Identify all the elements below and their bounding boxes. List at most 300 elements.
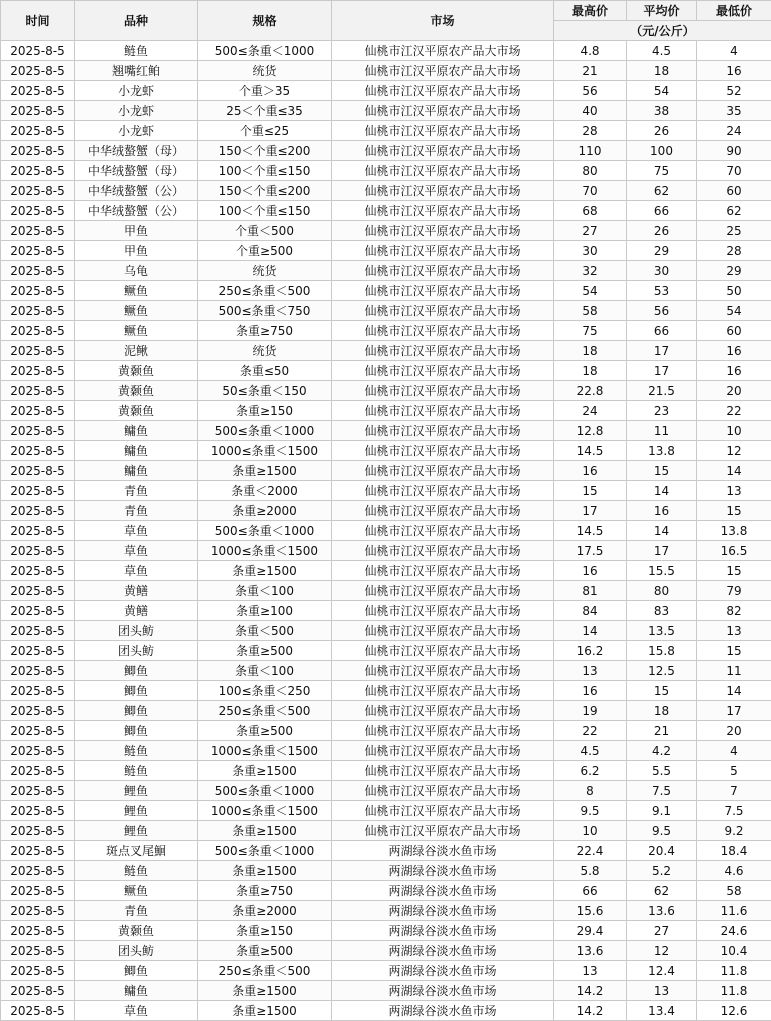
cell-min-price: 4.6 xyxy=(697,861,771,881)
cell-min-price: 16 xyxy=(697,341,771,361)
table-row xyxy=(1,361,771,381)
cell-market: 仙桃市江汉平原农产品大市场 xyxy=(332,781,554,801)
cell-avg-price: 21.5 xyxy=(627,381,697,401)
cell-max-price: 110 xyxy=(554,141,627,161)
table-row xyxy=(1,261,771,281)
cell-spec: 条重≥750 xyxy=(198,321,332,341)
cell-avg-price: 17 xyxy=(627,341,697,361)
cell-spec: 100＜个重≤150 xyxy=(198,201,332,221)
cell-market: 仙桃市江汉平原农产品大市场 xyxy=(332,441,554,461)
cell-min-price: 13 xyxy=(697,621,771,641)
cell-name: 鲤鱼 xyxy=(75,821,198,841)
table-row xyxy=(1,961,771,981)
cell-max-price: 14 xyxy=(554,621,627,641)
cell-min-price: 20 xyxy=(697,381,771,401)
cell-max-price: 12.8 xyxy=(554,421,627,441)
cell-date: 2025-8-5 xyxy=(1,661,75,681)
table-row xyxy=(1,61,771,81)
table-row xyxy=(1,41,771,61)
cell-avg-price: 80 xyxy=(627,581,697,601)
cell-name: 团头鲂 xyxy=(75,941,198,961)
cell-avg-price: 17 xyxy=(627,361,697,381)
cell-spec: 条重＜500 xyxy=(198,621,332,641)
table-row xyxy=(1,241,771,261)
cell-min-price: 70 xyxy=(697,161,771,181)
cell-avg-price: 14 xyxy=(627,521,697,541)
cell-min-price: 25 xyxy=(697,221,771,241)
cell-spec: 条重≥100 xyxy=(198,601,332,621)
cell-date: 2025-8-5 xyxy=(1,841,75,861)
table-row xyxy=(1,721,771,741)
cell-spec: 150＜个重≤200 xyxy=(198,181,332,201)
cell-market: 仙桃市江汉平原农产品大市场 xyxy=(332,581,554,601)
cell-min-price: 28 xyxy=(697,241,771,261)
cell-date: 2025-8-5 xyxy=(1,41,75,61)
header-avg-price: 平均价 xyxy=(627,1,697,21)
cell-name: 甲鱼 xyxy=(75,221,198,241)
cell-avg-price: 20.4 xyxy=(627,841,697,861)
cell-max-price: 15.6 xyxy=(554,901,627,921)
cell-market: 两湖绿谷淡水鱼市场 xyxy=(332,901,554,921)
table-row xyxy=(1,401,771,421)
cell-market: 仙桃市江汉平原农产品大市场 xyxy=(332,461,554,481)
cell-market: 仙桃市江汉平原农产品大市场 xyxy=(332,281,554,301)
table-row xyxy=(1,561,771,581)
cell-min-price: 7.5 xyxy=(697,801,771,821)
cell-max-price: 9.5 xyxy=(554,801,627,821)
cell-date: 2025-8-5 xyxy=(1,761,75,781)
cell-max-price: 14.2 xyxy=(554,1001,627,1021)
cell-market: 仙桃市江汉平原农产品大市场 xyxy=(332,561,554,581)
cell-min-price: 5 xyxy=(697,761,771,781)
cell-max-price: 15 xyxy=(554,481,627,501)
cell-max-price: 70 xyxy=(554,181,627,201)
cell-name: 黄鳝 xyxy=(75,581,198,601)
cell-spec: 条重≥500 xyxy=(198,641,332,661)
cell-date: 2025-8-5 xyxy=(1,881,75,901)
cell-min-price: 4 xyxy=(697,41,771,61)
table-row xyxy=(1,461,771,481)
cell-market: 仙桃市江汉平原农产品大市场 xyxy=(332,361,554,381)
cell-max-price: 22.4 xyxy=(554,841,627,861)
cell-max-price: 22.8 xyxy=(554,381,627,401)
cell-market: 仙桃市江汉平原农产品大市场 xyxy=(332,681,554,701)
cell-date: 2025-8-5 xyxy=(1,201,75,221)
cell-avg-price: 5.5 xyxy=(627,761,697,781)
cell-avg-price: 66 xyxy=(627,201,697,221)
cell-spec: 条重≥750 xyxy=(198,881,332,901)
cell-avg-price: 27 xyxy=(627,921,697,941)
cell-avg-price: 9.5 xyxy=(627,821,697,841)
cell-name: 翘嘴红鲌 xyxy=(75,61,198,81)
cell-max-price: 24 xyxy=(554,401,627,421)
cell-market: 仙桃市江汉平原农产品大市场 xyxy=(332,541,554,561)
table-row xyxy=(1,581,771,601)
cell-max-price: 21 xyxy=(554,61,627,81)
cell-spec: 统货 xyxy=(198,261,332,281)
cell-max-price: 5.8 xyxy=(554,861,627,881)
table-row xyxy=(1,981,771,1001)
cell-spec: 条重≥1500 xyxy=(198,561,332,581)
cell-market: 两湖绿谷淡水鱼市场 xyxy=(332,1001,554,1021)
cell-name: 鳙鱼 xyxy=(75,441,198,461)
cell-min-price: 22 xyxy=(697,401,771,421)
table-row xyxy=(1,321,771,341)
cell-avg-price: 13.4 xyxy=(627,1001,697,1021)
cell-date: 2025-8-5 xyxy=(1,381,75,401)
cell-name: 鲢鱼 xyxy=(75,41,198,61)
cell-max-price: 13 xyxy=(554,661,627,681)
cell-name: 甲鱼 xyxy=(75,241,198,261)
cell-date: 2025-8-5 xyxy=(1,741,75,761)
cell-max-price: 66 xyxy=(554,881,627,901)
cell-min-price: 54 xyxy=(697,301,771,321)
cell-market: 仙桃市江汉平原农产品大市场 xyxy=(332,101,554,121)
cell-name: 鲢鱼 xyxy=(75,761,198,781)
cell-spec: 个重＜500 xyxy=(198,221,332,241)
cell-date: 2025-8-5 xyxy=(1,181,75,201)
cell-spec: 250≤条重＜500 xyxy=(198,961,332,981)
cell-spec: 500≤条重＜1000 xyxy=(198,421,332,441)
cell-max-price: 6.2 xyxy=(554,761,627,781)
cell-date: 2025-8-5 xyxy=(1,581,75,601)
cell-date: 2025-8-5 xyxy=(1,481,75,501)
table-row xyxy=(1,541,771,561)
cell-min-price: 11.8 xyxy=(697,961,771,981)
cell-name: 泥鳅 xyxy=(75,341,198,361)
table-row xyxy=(1,141,771,161)
cell-date: 2025-8-5 xyxy=(1,781,75,801)
header-name: 品种 xyxy=(75,1,198,41)
cell-min-price: 10 xyxy=(697,421,771,441)
cell-spec: 统货 xyxy=(198,341,332,361)
cell-spec: 条重≥150 xyxy=(198,401,332,421)
cell-date: 2025-8-5 xyxy=(1,361,75,381)
cell-min-price: 11.6 xyxy=(697,901,771,921)
cell-market: 仙桃市江汉平原农产品大市场 xyxy=(332,261,554,281)
cell-avg-price: 15 xyxy=(627,681,697,701)
cell-max-price: 14.5 xyxy=(554,441,627,461)
cell-date: 2025-8-5 xyxy=(1,801,75,821)
table-row xyxy=(1,121,771,141)
cell-name: 黄颡鱼 xyxy=(75,401,198,421)
cell-avg-price: 56 xyxy=(627,301,697,321)
cell-min-price: 15 xyxy=(697,641,771,661)
cell-market: 仙桃市江汉平原农产品大市场 xyxy=(332,701,554,721)
cell-market: 仙桃市江汉平原农产品大市场 xyxy=(332,161,554,181)
cell-name: 鳜鱼 xyxy=(75,881,198,901)
cell-min-price: 82 xyxy=(697,601,771,621)
cell-market: 仙桃市江汉平原农产品大市场 xyxy=(332,61,554,81)
table-row xyxy=(1,861,771,881)
cell-min-price: 16 xyxy=(697,61,771,81)
cell-name: 青鱼 xyxy=(75,481,198,501)
cell-avg-price: 53 xyxy=(627,281,697,301)
cell-max-price: 68 xyxy=(554,201,627,221)
cell-min-price: 20 xyxy=(697,721,771,741)
cell-spec: 500≤条重＜1000 xyxy=(198,41,332,61)
table-row xyxy=(1,681,771,701)
cell-avg-price: 12.4 xyxy=(627,961,697,981)
cell-name: 中华绒螯蟹（母） xyxy=(75,141,198,161)
cell-max-price: 14.5 xyxy=(554,521,627,541)
cell-max-price: 10 xyxy=(554,821,627,841)
cell-max-price: 81 xyxy=(554,581,627,601)
cell-max-price: 75 xyxy=(554,321,627,341)
cell-name: 鲫鱼 xyxy=(75,701,198,721)
cell-name: 鲫鱼 xyxy=(75,661,198,681)
cell-max-price: 22 xyxy=(554,721,627,741)
cell-market: 仙桃市江汉平原农产品大市场 xyxy=(332,41,554,61)
cell-date: 2025-8-5 xyxy=(1,441,75,461)
cell-date: 2025-8-5 xyxy=(1,941,75,961)
table-row xyxy=(1,81,771,101)
cell-avg-price: 15.5 xyxy=(627,561,697,581)
cell-name: 鳜鱼 xyxy=(75,321,198,341)
cell-max-price: 54 xyxy=(554,281,627,301)
cell-market: 仙桃市江汉平原农产品大市场 xyxy=(332,321,554,341)
table-body xyxy=(1,41,771,1021)
cell-market: 仙桃市江汉平原农产品大市场 xyxy=(332,661,554,681)
cell-min-price: 13.8 xyxy=(697,521,771,541)
cell-avg-price: 17 xyxy=(627,541,697,561)
cell-avg-price: 54 xyxy=(627,81,697,101)
cell-max-price: 32 xyxy=(554,261,627,281)
table-row xyxy=(1,521,771,541)
cell-min-price: 11.8 xyxy=(697,981,771,1001)
cell-avg-price: 15 xyxy=(627,461,697,481)
table-row xyxy=(1,181,771,201)
header-max-price: 最高价 xyxy=(554,1,627,21)
cell-spec: 500≤条重＜1000 xyxy=(198,781,332,801)
cell-name: 黄颡鱼 xyxy=(75,361,198,381)
cell-spec: 条重≥1500 xyxy=(198,861,332,881)
cell-spec: 25＜个重≤35 xyxy=(198,101,332,121)
cell-name: 鲫鱼 xyxy=(75,961,198,981)
cell-spec: 1000≤条重＜1500 xyxy=(198,801,332,821)
cell-spec: 100≤条重＜250 xyxy=(198,681,332,701)
cell-date: 2025-8-5 xyxy=(1,521,75,541)
table-row xyxy=(1,801,771,821)
table-row xyxy=(1,621,771,641)
cell-market: 仙桃市江汉平原农产品大市场 xyxy=(332,821,554,841)
table-row xyxy=(1,341,771,361)
cell-spec: 50≤条重＜150 xyxy=(198,381,332,401)
cell-name: 鲤鱼 xyxy=(75,801,198,821)
cell-date: 2025-8-5 xyxy=(1,701,75,721)
cell-spec: 条重≥500 xyxy=(198,941,332,961)
cell-min-price: 12.6 xyxy=(697,1001,771,1021)
cell-date: 2025-8-5 xyxy=(1,541,75,561)
cell-max-price: 19 xyxy=(554,701,627,721)
cell-date: 2025-8-5 xyxy=(1,861,75,881)
cell-spec: 条重＜2000 xyxy=(198,481,332,501)
cell-date: 2025-8-5 xyxy=(1,721,75,741)
cell-max-price: 17 xyxy=(554,501,627,521)
cell-name: 黄颡鱼 xyxy=(75,381,198,401)
cell-min-price: 60 xyxy=(697,321,771,341)
cell-spec: 1000≤条重＜1500 xyxy=(198,741,332,761)
table-row xyxy=(1,841,771,861)
cell-name: 中华绒螯蟹（母） xyxy=(75,161,198,181)
cell-max-price: 14.2 xyxy=(554,981,627,1001)
cell-min-price: 16 xyxy=(697,361,771,381)
cell-min-price: 35 xyxy=(697,101,771,121)
cell-max-price: 8 xyxy=(554,781,627,801)
cell-date: 2025-8-5 xyxy=(1,601,75,621)
cell-spec: 条重＜100 xyxy=(198,661,332,681)
cell-spec: 条重≥1500 xyxy=(198,821,332,841)
cell-date: 2025-8-5 xyxy=(1,621,75,641)
cell-min-price: 14 xyxy=(697,461,771,481)
cell-max-price: 56 xyxy=(554,81,627,101)
table-row xyxy=(1,941,771,961)
cell-avg-price: 75 xyxy=(627,161,697,181)
table-row xyxy=(1,161,771,181)
cell-date: 2025-8-5 xyxy=(1,321,75,341)
cell-date: 2025-8-5 xyxy=(1,81,75,101)
cell-spec: 500≤条重＜1000 xyxy=(198,841,332,861)
cell-avg-price: 4.5 xyxy=(627,41,697,61)
table-row xyxy=(1,101,771,121)
cell-date: 2025-8-5 xyxy=(1,241,75,261)
cell-market: 仙桃市江汉平原农产品大市场 xyxy=(332,621,554,641)
cell-max-price: 58 xyxy=(554,301,627,321)
table-header xyxy=(1,1,771,41)
cell-market: 仙桃市江汉平原农产品大市场 xyxy=(332,201,554,221)
cell-min-price: 24 xyxy=(697,121,771,141)
table-row xyxy=(1,901,771,921)
cell-max-price: 13 xyxy=(554,961,627,981)
cell-spec: 个重＞35 xyxy=(198,81,332,101)
cell-min-price: 79 xyxy=(697,581,771,601)
cell-name: 青鱼 xyxy=(75,501,198,521)
cell-name: 草鱼 xyxy=(75,541,198,561)
cell-name: 鳙鱼 xyxy=(75,421,198,441)
table-row xyxy=(1,741,771,761)
cell-date: 2025-8-5 xyxy=(1,821,75,841)
table-row xyxy=(1,601,771,621)
cell-min-price: 18.4 xyxy=(697,841,771,861)
cell-name: 鲢鱼 xyxy=(75,861,198,881)
cell-name: 鲫鱼 xyxy=(75,721,198,741)
cell-avg-price: 5.2 xyxy=(627,861,697,881)
cell-spec: 条重≥2000 xyxy=(198,501,332,521)
cell-market: 仙桃市江汉平原农产品大市场 xyxy=(332,601,554,621)
cell-min-price: 11 xyxy=(697,661,771,681)
cell-date: 2025-8-5 xyxy=(1,301,75,321)
table-row xyxy=(1,641,771,661)
cell-max-price: 28 xyxy=(554,121,627,141)
cell-spec: 500≤条重＜750 xyxy=(198,301,332,321)
cell-market: 仙桃市江汉平原农产品大市场 xyxy=(332,501,554,521)
table-row xyxy=(1,881,771,901)
table-row xyxy=(1,421,771,441)
cell-max-price: 16 xyxy=(554,561,627,581)
cell-max-price: 40 xyxy=(554,101,627,121)
cell-max-price: 16.2 xyxy=(554,641,627,661)
cell-spec: 1000≤条重＜1500 xyxy=(198,441,332,461)
table-row xyxy=(1,481,771,501)
cell-avg-price: 18 xyxy=(627,61,697,81)
cell-min-price: 24.6 xyxy=(697,921,771,941)
cell-max-price: 80 xyxy=(554,161,627,181)
header-spec: 规格 xyxy=(198,1,332,41)
cell-market: 仙桃市江汉平原农产品大市场 xyxy=(332,221,554,241)
cell-market: 仙桃市江汉平原农产品大市场 xyxy=(332,121,554,141)
cell-date: 2025-8-5 xyxy=(1,901,75,921)
header-min-price: 最低价 xyxy=(697,1,771,21)
table-row xyxy=(1,1001,771,1021)
cell-spec: 1000≤条重＜1500 xyxy=(198,541,332,561)
cell-spec: 条重≥150 xyxy=(198,921,332,941)
table-row xyxy=(1,201,771,221)
cell-date: 2025-8-5 xyxy=(1,141,75,161)
cell-max-price: 16 xyxy=(554,461,627,481)
cell-name: 团头鲂 xyxy=(75,621,198,641)
table-row xyxy=(1,381,771,401)
cell-date: 2025-8-5 xyxy=(1,261,75,281)
cell-avg-price: 14 xyxy=(627,481,697,501)
cell-avg-price: 66 xyxy=(627,321,697,341)
cell-avg-price: 13.5 xyxy=(627,621,697,641)
cell-date: 2025-8-5 xyxy=(1,221,75,241)
cell-date: 2025-8-5 xyxy=(1,401,75,421)
cell-avg-price: 29 xyxy=(627,241,697,261)
cell-avg-price: 9.1 xyxy=(627,801,697,821)
cell-max-price: 13.6 xyxy=(554,941,627,961)
cell-date: 2025-8-5 xyxy=(1,1001,75,1021)
cell-market: 仙桃市江汉平原农产品大市场 xyxy=(332,421,554,441)
cell-avg-price: 12 xyxy=(627,941,697,961)
cell-avg-price: 62 xyxy=(627,181,697,201)
cell-date: 2025-8-5 xyxy=(1,641,75,661)
cell-min-price: 58 xyxy=(697,881,771,901)
cell-max-price: 27 xyxy=(554,221,627,241)
cell-market: 仙桃市江汉平原农产品大市场 xyxy=(332,241,554,261)
cell-date: 2025-8-5 xyxy=(1,121,75,141)
cell-name: 鳙鱼 xyxy=(75,461,198,481)
cell-min-price: 62 xyxy=(697,201,771,221)
cell-min-price: 7 xyxy=(697,781,771,801)
cell-avg-price: 26 xyxy=(627,121,697,141)
cell-avg-price: 13.8 xyxy=(627,441,697,461)
table-row xyxy=(1,221,771,241)
cell-date: 2025-8-5 xyxy=(1,501,75,521)
cell-spec: 条重＜100 xyxy=(198,581,332,601)
cell-spec: 100＜个重≤150 xyxy=(198,161,332,181)
cell-avg-price: 4.2 xyxy=(627,741,697,761)
cell-name: 青鱼 xyxy=(75,901,198,921)
header-market: 市场 xyxy=(332,1,554,41)
cell-avg-price: 83 xyxy=(627,601,697,621)
cell-min-price: 29 xyxy=(697,261,771,281)
cell-avg-price: 26 xyxy=(627,221,697,241)
cell-market: 仙桃市江汉平原农产品大市场 xyxy=(332,341,554,361)
cell-market: 仙桃市江汉平原农产品大市场 xyxy=(332,521,554,541)
cell-min-price: 17 xyxy=(697,701,771,721)
header-price-unit: （元/公斤） xyxy=(554,21,771,41)
cell-name: 小龙虾 xyxy=(75,101,198,121)
cell-min-price: 50 xyxy=(697,281,771,301)
cell-min-price: 10.4 xyxy=(697,941,771,961)
cell-date: 2025-8-5 xyxy=(1,101,75,121)
cell-min-price: 13 xyxy=(697,481,771,501)
cell-min-price: 4 xyxy=(697,741,771,761)
table-row xyxy=(1,781,771,801)
cell-min-price: 60 xyxy=(697,181,771,201)
cell-date: 2025-8-5 xyxy=(1,561,75,581)
